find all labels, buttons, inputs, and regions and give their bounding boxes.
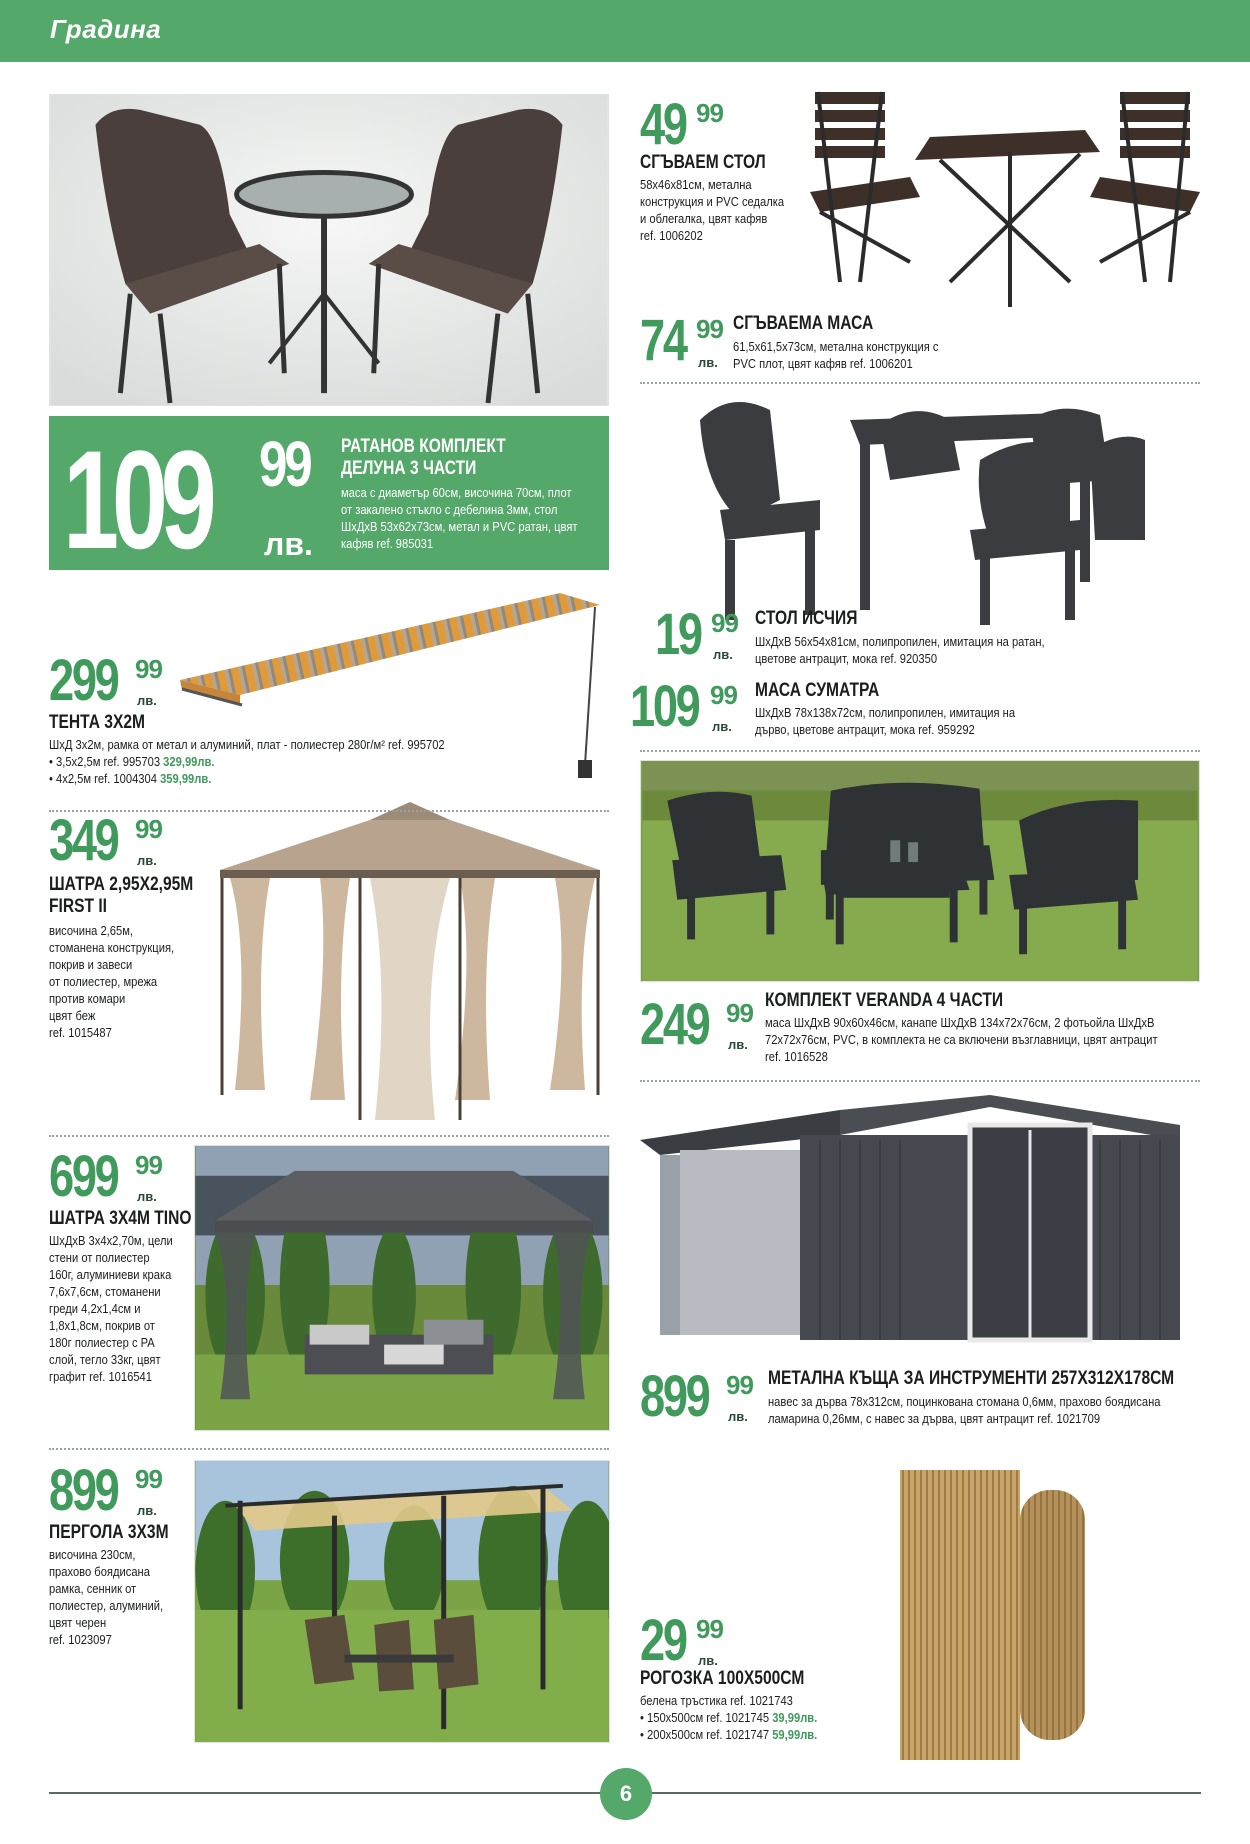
pergola-desc: височина 230см, прахово боядисана рамка, сенник от полиестер, алуминий, цвят черен ref. 1023097 bbox=[49, 1547, 164, 1647]
tool-shed-image bbox=[640, 1095, 1200, 1355]
folding-chair-desc: 58х46х81см, метална конструкция и PVC седалка и облегалка, цвят кафяв ref. 1006202 bbox=[640, 177, 785, 243]
separator bbox=[49, 1135, 609, 1137]
rattan-set-price-banner bbox=[49, 416, 609, 578]
dining-set-image bbox=[700, 390, 1150, 630]
rattan-set-price-int: 109 bbox=[63, 421, 210, 578]
page-number: 6 bbox=[600, 1768, 652, 1820]
tool-shed-title: МЕТАЛНА КЪЩА ЗА ИНСТРУМЕНТИ 257Х312Х178СМ bbox=[768, 1368, 1175, 1389]
chair-ischia-price: 19 99 лв. bbox=[655, 602, 738, 667]
table-sumatra-title: МАСА СУМАТРА bbox=[755, 680, 880, 701]
folding-table-desc: 61,5х61,5х73см, метална конструкция с PVC плот, цвят кафяв ref. 1006201 bbox=[733, 339, 939, 371]
pergola-image bbox=[194, 1460, 610, 1743]
separator bbox=[640, 1080, 1200, 1082]
veranda-set-image bbox=[640, 760, 1200, 982]
table-sumatra-price: 109 99 лв. bbox=[630, 674, 737, 739]
rattan-set-currency: лв. bbox=[264, 526, 313, 562]
gazebo-first-desc: височина 2,65м, стоманена конструкция, покрив и завеси от полиестер, мрежа против комари цвят беж ref. 1015487 bbox=[49, 923, 175, 1040]
tool-shed-desc: навес за дърва 78х312см, поцинкована стомана 0,6мм, прахово боядисана ламарина 0,26мм, с навес за дърва, цвят антрацит ref. 1021709 bbox=[768, 1394, 1161, 1426]
pergola-title: ПЕРГОЛА 3Х3М bbox=[49, 1522, 169, 1543]
section-header bbox=[0, 0, 1250, 62]
folding-chair-table-image bbox=[800, 82, 1210, 322]
folding-chair-title: СГЪВАЕМ СТОЛ bbox=[640, 152, 766, 173]
reed-mat-price: 29 99 лв. bbox=[640, 1608, 723, 1673]
tool-shed-price: 899 99 лв. bbox=[640, 1364, 753, 1429]
veranda-set-price: 249 99 лв. bbox=[640, 992, 753, 1057]
veranda-set-title: КОМПЛЕКТ VERANDA 4 ЧАСТИ bbox=[765, 990, 1004, 1011]
awning-price: 299 99 лв. bbox=[49, 648, 162, 713]
gazebo-tino-desc: ШхДхВ 3х4х2,70м, цели стени от полиестер 160г, алуминиеви крака 7,6х7,6см, стоманени греди 4,2х1,4см и 1,8х1,8см, покрив от 180г полиестер с PA слой, тегло 33кг, цвят графит ref. 1016541 bbox=[49, 1233, 173, 1384]
awning-title: ТЕНТА 3Х2М bbox=[49, 712, 145, 733]
pergola-price: 899 99 лв. bbox=[49, 1458, 162, 1523]
gazebo-first-image bbox=[210, 800, 610, 1130]
rattan-set-price-dec: 99 bbox=[259, 428, 310, 500]
table-sumatra-desc: ШхДхВ 78х138х72см, полипропилен, имитация на дърво, цветове антрацит, мока ref. 959292 bbox=[755, 705, 1016, 737]
reed-mat-desc: белена тръстика ref. 1021743 • 150х500см ref. 1021745 39,99лв. • 200х500см ref. 1021747 59,99лв. bbox=[640, 1693, 818, 1742]
folding-chair-price: 49 99 bbox=[640, 92, 723, 157]
veranda-set-desc: маса ШхДхВ 90х60х46см, канапе ШхДхВ 134х72х76см, 2 фотьойла ШхДхВ 72х72х76см, PVC, в комплекта не са включени възглавници, цвят антрацит ref. 1016528 bbox=[765, 1015, 1158, 1064]
separator bbox=[49, 1448, 609, 1450]
chair-ischia-title: СТОЛ ИСЧИЯ bbox=[755, 608, 858, 629]
section-title: Градина bbox=[50, 14, 162, 44]
chair-ischia-desc: ШхДхВ 56х54х81см, полипропилен, имитация на ратан, цветове антрацит, мока ref. 920350 bbox=[755, 634, 1045, 666]
folding-table-title: СГЪВАЕМА МАСА bbox=[733, 313, 874, 334]
rattan-set-desc: маса с диаметър 60см, височина 70см, плот от закалено стъкло с дебелина 3мм, стол ШхДхВ 53х62х73см, метал и PVC ратан, цвят кафяв ref. 985031 bbox=[341, 485, 578, 551]
awning-desc: ШхД 3х2м, рамка от метал и алуминий, плат - полиестер 280г/м² ref. 995702 • 3,5х2,5м ref. 995703 329,99лв. • 4х2,5м ref. 1004304 359,99лв. bbox=[49, 737, 445, 786]
reed-mat-image bbox=[880, 1465, 1110, 1765]
gazebo-first-price: 349 99 лв. bbox=[49, 808, 162, 873]
separator bbox=[640, 750, 1200, 752]
gazebo-tino-title: ШАТРА 3Х4М TINO bbox=[49, 1208, 192, 1229]
gazebo-tino-image bbox=[194, 1145, 610, 1431]
folding-table-price: 74 99 лв. bbox=[640, 308, 723, 373]
gazebo-tino-price: 699 99 лв. bbox=[49, 1144, 162, 1209]
rattan-set-image bbox=[49, 94, 609, 406]
separator bbox=[640, 382, 1200, 384]
rattan-set-title: РАТАНОВ КОМПЛЕКТ ДЕЛУНА 3 ЧАСТИ bbox=[341, 436, 506, 479]
gazebo-first-title: ШАТРА 2,95Х2,95М FIRST II bbox=[49, 874, 194, 917]
reed-mat-title: РОГОЗКА 100Х500СМ bbox=[640, 1668, 805, 1689]
